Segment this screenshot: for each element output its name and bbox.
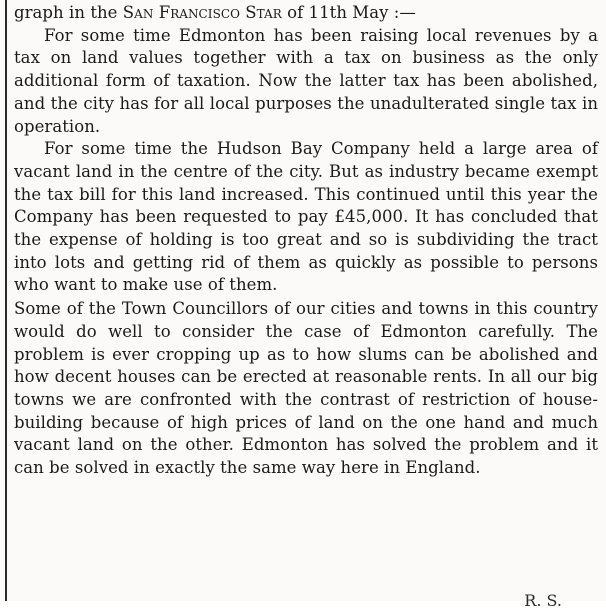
intro-text-after: of 11th May :— (281, 3, 416, 22)
commentary-paragraph: Some of the Town Councillors of our cities and towns in this country would do well to consider the case of Edmonton carefully. The problem is ever cropping up as to how slums can be abolished and how decent houses can be erected at reasonable rents. In all our big towns we are confronted with the contrast of restriction of house-building because of high prices of land on the one hand and much vacant land on the other. Edmonton has solved the problem and it can be solved in exactly the same way here in England. (14, 299, 598, 478)
column-rule (5, 0, 7, 601)
quoted-paragraph: For some time the Hudson Bay Company held a large area of vacant land in the centre of the city. But as industry became exempt the tax bill for this land increased. This continued until this year the Company has been requested to pay £45,000. It has concluded that the expense of holding is too great and so is subdividing the tract into lots and getting rid of them as quickly as possible to persons who want to make use of them. (14, 139, 598, 295)
article-column (14, 2, 598, 480)
signature-fragment: R. S. (524, 591, 562, 610)
publication-name: San Francisco Star (122, 3, 282, 22)
quote-introduction (14, 2, 598, 25)
quoted-paragraph: For some time Edmonton has been raising local revenues by a tax on land values together with a tax on business as the only additional form of taxation. Now the latter tax has been abolished, and the city has for all local purposes the unadulterated single tax in operation. (14, 25, 598, 136)
intro-text-before: graph in the (14, 3, 123, 22)
